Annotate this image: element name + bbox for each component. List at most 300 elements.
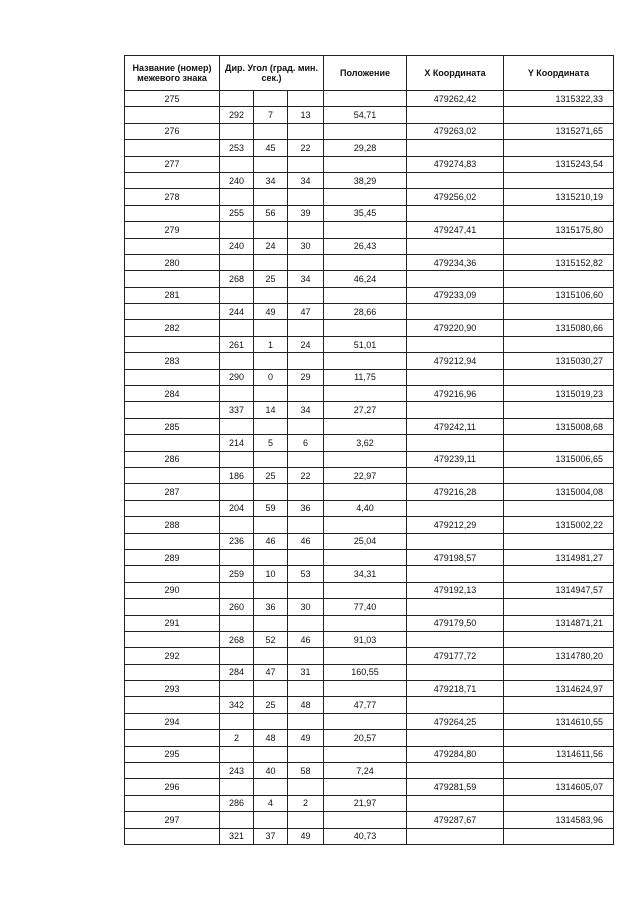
empty-cell (125, 172, 220, 188)
segment-row (125, 664, 614, 680)
angle-degrees: 290 (220, 369, 254, 385)
angle-degrees: 268 (220, 631, 254, 647)
angle-degrees: 321 (220, 828, 254, 844)
point-row (125, 320, 614, 336)
point-name: 289 (125, 549, 220, 565)
empty-cell (220, 582, 254, 598)
point-row (125, 812, 614, 828)
segment-row (125, 599, 614, 615)
segment-distance: 54,71 (324, 107, 407, 123)
angle-seconds: 58 (288, 763, 324, 779)
empty-cell (324, 549, 407, 565)
segment-row (125, 697, 614, 713)
y-coordinate: 1314583,96 (504, 812, 614, 828)
empty-cell (288, 320, 324, 336)
x-coordinate: 479264,25 (407, 713, 504, 729)
segment-distance: 91,03 (324, 631, 407, 647)
empty-cell (288, 746, 324, 762)
segment-distance: 22,97 (324, 467, 407, 483)
empty-cell (324, 254, 407, 270)
y-coordinate: 1315106,60 (504, 287, 614, 303)
point-name: 293 (125, 681, 220, 697)
empty-cell (288, 222, 324, 238)
segment-row (125, 730, 614, 746)
segment-distance: 38,29 (324, 172, 407, 188)
empty-cell (504, 336, 614, 352)
empty-cell (288, 386, 324, 402)
empty-cell (504, 599, 614, 615)
empty-cell (324, 582, 407, 598)
empty-cell (125, 697, 220, 713)
segment-distance: 34,31 (324, 566, 407, 582)
angle-minutes: 0 (254, 369, 288, 385)
angle-seconds: 39 (288, 205, 324, 221)
y-coordinate: 1315243,54 (504, 156, 614, 172)
y-coordinate: 1315175,80 (504, 222, 614, 238)
angle-minutes: 25 (254, 467, 288, 483)
empty-cell (407, 566, 504, 582)
angle-degrees: 261 (220, 336, 254, 352)
empty-cell (324, 713, 407, 729)
empty-cell (254, 353, 288, 369)
empty-cell (324, 287, 407, 303)
empty-cell (220, 386, 254, 402)
empty-cell (407, 763, 504, 779)
empty-cell (288, 254, 324, 270)
angle-minutes: 59 (254, 500, 288, 516)
angle-seconds: 22 (288, 140, 324, 156)
x-coordinate: 479287,67 (407, 812, 504, 828)
empty-cell (220, 451, 254, 467)
empty-cell (254, 549, 288, 565)
point-name: 278 (125, 189, 220, 205)
empty-cell (407, 271, 504, 287)
empty-cell (254, 582, 288, 598)
point-name: 279 (125, 222, 220, 238)
empty-cell (220, 418, 254, 434)
empty-cell (324, 320, 407, 336)
empty-cell (407, 435, 504, 451)
angle-minutes: 5 (254, 435, 288, 451)
segment-row (125, 205, 614, 221)
angle-seconds: 49 (288, 730, 324, 746)
point-row (125, 156, 614, 172)
angle-seconds: 34 (288, 172, 324, 188)
empty-cell (288, 713, 324, 729)
point-name: 282 (125, 320, 220, 336)
x-coordinate: 479212,94 (407, 353, 504, 369)
angle-minutes: 48 (254, 730, 288, 746)
header-name: Название (номер) межевого знака (125, 56, 220, 91)
angle-degrees: 253 (220, 140, 254, 156)
empty-cell (324, 156, 407, 172)
empty-cell (220, 615, 254, 631)
y-coordinate: 1315008,68 (504, 418, 614, 434)
header-distance: Положение (324, 56, 407, 91)
segment-row (125, 271, 614, 287)
empty-cell (288, 156, 324, 172)
empty-cell (288, 484, 324, 500)
x-coordinate: 479256,02 (407, 189, 504, 205)
point-row (125, 189, 614, 205)
point-name: 285 (125, 418, 220, 434)
angle-degrees: 243 (220, 763, 254, 779)
point-name: 276 (125, 123, 220, 139)
segment-row (125, 402, 614, 418)
empty-cell (324, 189, 407, 205)
empty-cell (254, 287, 288, 303)
angle-degrees: 284 (220, 664, 254, 680)
empty-cell (324, 812, 407, 828)
empty-cell (254, 156, 288, 172)
empty-cell (504, 205, 614, 221)
x-coordinate: 479284,80 (407, 746, 504, 762)
empty-cell (324, 517, 407, 533)
angle-degrees: 292 (220, 107, 254, 123)
x-coordinate: 479218,71 (407, 681, 504, 697)
y-coordinate: 1315210,19 (504, 189, 614, 205)
y-coordinate: 1315080,66 (504, 320, 614, 336)
empty-cell (407, 500, 504, 516)
empty-cell (288, 418, 324, 434)
empty-cell (504, 566, 614, 582)
empty-cell (504, 467, 614, 483)
empty-cell (324, 779, 407, 795)
empty-cell (407, 533, 504, 549)
empty-cell (125, 664, 220, 680)
table-header-row (125, 56, 614, 91)
angle-minutes: 37 (254, 828, 288, 844)
point-row (125, 582, 614, 598)
empty-cell (407, 795, 504, 811)
point-name: 295 (125, 746, 220, 762)
empty-cell (220, 713, 254, 729)
y-coordinate: 1314981,27 (504, 549, 614, 565)
angle-minutes: 10 (254, 566, 288, 582)
angle-degrees: 236 (220, 533, 254, 549)
angle-minutes: 34 (254, 172, 288, 188)
empty-cell (504, 304, 614, 320)
x-coordinate: 479216,28 (407, 484, 504, 500)
empty-cell (407, 467, 504, 483)
angle-seconds: 47 (288, 304, 324, 320)
empty-cell (125, 730, 220, 746)
segment-row (125, 763, 614, 779)
header-x: X Координата (407, 56, 504, 91)
empty-cell (504, 828, 614, 844)
empty-cell (125, 304, 220, 320)
empty-cell (220, 91, 254, 107)
empty-cell (220, 812, 254, 828)
point-name: 294 (125, 713, 220, 729)
empty-cell (504, 435, 614, 451)
empty-cell (504, 140, 614, 156)
point-name: 284 (125, 386, 220, 402)
point-name: 288 (125, 517, 220, 533)
point-name: 290 (125, 582, 220, 598)
angle-seconds: 53 (288, 566, 324, 582)
empty-cell (324, 615, 407, 631)
y-coordinate: 1314605,07 (504, 779, 614, 795)
empty-cell (220, 287, 254, 303)
x-coordinate: 479212,29 (407, 517, 504, 533)
empty-cell (504, 271, 614, 287)
y-coordinate: 1314610,55 (504, 713, 614, 729)
y-coordinate: 1314611,56 (504, 746, 614, 762)
angle-seconds: 2 (288, 795, 324, 811)
empty-cell (254, 91, 288, 107)
angle-minutes: 47 (254, 664, 288, 680)
segment-distance: 29,28 (324, 140, 407, 156)
empty-cell (288, 648, 324, 664)
segment-row (125, 304, 614, 320)
y-coordinate: 1315271,65 (504, 123, 614, 139)
empty-cell (254, 320, 288, 336)
point-name: 286 (125, 451, 220, 467)
segment-distance: 25,04 (324, 533, 407, 549)
empty-cell (254, 254, 288, 270)
x-coordinate: 479233,09 (407, 287, 504, 303)
segment-distance: 160,55 (324, 664, 407, 680)
empty-cell (504, 795, 614, 811)
segment-row (125, 467, 614, 483)
empty-cell (125, 271, 220, 287)
point-row (125, 451, 614, 467)
segment-distance: 21,97 (324, 795, 407, 811)
segment-distance: 3,62 (324, 435, 407, 451)
empty-cell (125, 763, 220, 779)
segment-row (125, 631, 614, 647)
coordinates-sheet (124, 55, 613, 845)
empty-cell (407, 730, 504, 746)
empty-cell (220, 222, 254, 238)
angle-degrees: 255 (220, 205, 254, 221)
x-coordinate: 479274,83 (407, 156, 504, 172)
point-row (125, 648, 614, 664)
empty-cell (407, 828, 504, 844)
empty-cell (407, 599, 504, 615)
empty-cell (407, 336, 504, 352)
empty-cell (125, 631, 220, 647)
empty-cell (125, 238, 220, 254)
angle-seconds: 34 (288, 402, 324, 418)
point-row (125, 746, 614, 762)
point-name: 296 (125, 779, 220, 795)
point-row (125, 254, 614, 270)
empty-cell (288, 189, 324, 205)
x-coordinate: 479220,90 (407, 320, 504, 336)
point-row (125, 779, 614, 795)
point-name: 275 (125, 91, 220, 107)
empty-cell (288, 353, 324, 369)
point-row (125, 713, 614, 729)
empty-cell (324, 91, 407, 107)
empty-cell (254, 681, 288, 697)
angle-degrees: 186 (220, 467, 254, 483)
angle-degrees: 240 (220, 238, 254, 254)
empty-cell (254, 713, 288, 729)
angle-minutes: 52 (254, 631, 288, 647)
angle-degrees: 240 (220, 172, 254, 188)
empty-cell (504, 369, 614, 385)
segment-distance: 4,40 (324, 500, 407, 516)
point-name: 281 (125, 287, 220, 303)
empty-cell (504, 500, 614, 516)
empty-cell (407, 238, 504, 254)
point-name: 297 (125, 812, 220, 828)
y-coordinate: 1315030,27 (504, 353, 614, 369)
empty-cell (288, 91, 324, 107)
empty-cell (254, 648, 288, 664)
empty-cell (254, 123, 288, 139)
empty-cell (254, 615, 288, 631)
x-coordinate: 479239,11 (407, 451, 504, 467)
empty-cell (254, 451, 288, 467)
angle-seconds: 13 (288, 107, 324, 123)
angle-seconds: 49 (288, 828, 324, 844)
angle-minutes: 46 (254, 533, 288, 549)
empty-cell (288, 615, 324, 631)
angle-minutes: 49 (254, 304, 288, 320)
angle-minutes: 24 (254, 238, 288, 254)
empty-cell (254, 484, 288, 500)
empty-cell (254, 189, 288, 205)
empty-cell (504, 402, 614, 418)
angle-minutes: 56 (254, 205, 288, 221)
empty-cell (407, 107, 504, 123)
empty-cell (288, 287, 324, 303)
point-row (125, 91, 614, 107)
y-coordinate: 1314871,21 (504, 615, 614, 631)
empty-cell (504, 763, 614, 779)
empty-cell (504, 107, 614, 123)
empty-cell (254, 746, 288, 762)
point-row (125, 418, 614, 434)
empty-cell (125, 467, 220, 483)
angle-degrees: 342 (220, 697, 254, 713)
empty-cell (407, 205, 504, 221)
empty-cell (254, 418, 288, 434)
point-name: 292 (125, 648, 220, 664)
segment-distance: 28,66 (324, 304, 407, 320)
point-row (125, 484, 614, 500)
segment-row (125, 336, 614, 352)
empty-cell (125, 140, 220, 156)
x-coordinate: 479216,96 (407, 386, 504, 402)
y-coordinate: 1314624,97 (504, 681, 614, 697)
segment-distance: 77,40 (324, 599, 407, 615)
angle-degrees: 286 (220, 795, 254, 811)
segment-row (125, 369, 614, 385)
segment-distance: 40,73 (324, 828, 407, 844)
angle-seconds: 46 (288, 631, 324, 647)
empty-cell (220, 484, 254, 500)
segment-row (125, 500, 614, 516)
empty-cell (504, 664, 614, 680)
angle-seconds: 48 (288, 697, 324, 713)
empty-cell (407, 304, 504, 320)
empty-cell (254, 812, 288, 828)
empty-cell (504, 533, 614, 549)
empty-cell (220, 681, 254, 697)
point-row (125, 222, 614, 238)
empty-cell (324, 222, 407, 238)
empty-cell (125, 533, 220, 549)
segment-distance: 35,45 (324, 205, 407, 221)
y-coordinate: 1315006,65 (504, 451, 614, 467)
point-row (125, 287, 614, 303)
angle-degrees: 259 (220, 566, 254, 582)
empty-cell (220, 189, 254, 205)
empty-cell (254, 386, 288, 402)
angle-seconds: 24 (288, 336, 324, 352)
point-row (125, 681, 614, 697)
empty-cell (220, 549, 254, 565)
angle-minutes: 25 (254, 697, 288, 713)
angle-degrees: 214 (220, 435, 254, 451)
x-coordinate: 479262,42 (407, 91, 504, 107)
empty-cell (504, 730, 614, 746)
empty-cell (125, 828, 220, 844)
segment-row (125, 828, 614, 844)
empty-cell (220, 648, 254, 664)
point-row (125, 353, 614, 369)
segment-row (125, 238, 614, 254)
point-name: 283 (125, 353, 220, 369)
point-name: 277 (125, 156, 220, 172)
segment-row (125, 795, 614, 811)
empty-cell (324, 746, 407, 762)
angle-degrees: 2 (220, 730, 254, 746)
empty-cell (125, 599, 220, 615)
angle-seconds: 46 (288, 533, 324, 549)
y-coordinate: 1314780,20 (504, 648, 614, 664)
angle-degrees: 260 (220, 599, 254, 615)
empty-cell (125, 369, 220, 385)
y-coordinate: 1315322,33 (504, 91, 614, 107)
empty-cell (324, 386, 407, 402)
empty-cell (125, 402, 220, 418)
empty-cell (324, 648, 407, 664)
angle-minutes: 40 (254, 763, 288, 779)
header-y: Y Координата (504, 56, 614, 91)
x-coordinate: 479242,11 (407, 418, 504, 434)
x-coordinate: 479234,36 (407, 254, 504, 270)
x-coordinate: 479177,72 (407, 648, 504, 664)
angle-seconds: 30 (288, 599, 324, 615)
empty-cell (125, 107, 220, 123)
angle-minutes: 36 (254, 599, 288, 615)
empty-cell (407, 664, 504, 680)
empty-cell (324, 123, 407, 139)
empty-cell (324, 681, 407, 697)
empty-cell (288, 549, 324, 565)
empty-cell (254, 517, 288, 533)
empty-cell (407, 172, 504, 188)
angle-minutes: 4 (254, 795, 288, 811)
segment-distance: 7,24 (324, 763, 407, 779)
segment-row (125, 172, 614, 188)
empty-cell (125, 566, 220, 582)
angle-degrees: 244 (220, 304, 254, 320)
boundary-coordinates-table (124, 55, 614, 845)
empty-cell (504, 238, 614, 254)
y-coordinate: 1315004,08 (504, 484, 614, 500)
angle-minutes: 7 (254, 107, 288, 123)
empty-cell (220, 320, 254, 336)
angle-seconds: 30 (288, 238, 324, 254)
angle-seconds: 31 (288, 664, 324, 680)
